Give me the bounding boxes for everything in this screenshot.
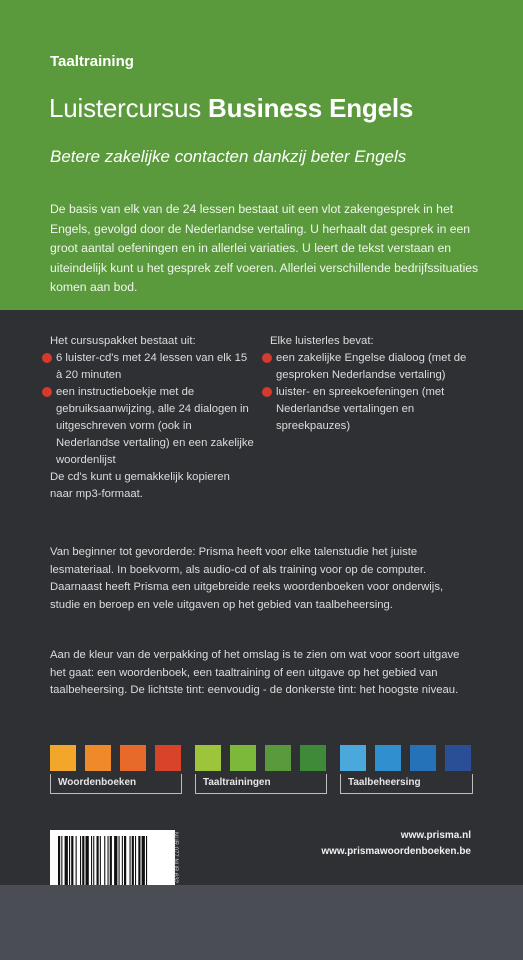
title-light: Luistercursus (49, 93, 209, 123)
package-item-text: 6 luister-cd's met 24 lessen van elk 15 à 20 minuten (56, 352, 248, 381)
website-link-be[interactable]: www.prismawoordenboeken.be (321, 846, 471, 857)
swatch-woordenboeken-4 (155, 745, 181, 771)
bullet-icon (262, 387, 272, 397)
swatch-taaltrainingen-1 (195, 745, 221, 771)
bullet-icon (42, 387, 52, 397)
book-subtitle: Betere zakelijke contacten dankzij beter Engels (50, 147, 407, 166)
package-heading: Het cursuspakket bestaat uit: (50, 335, 196, 347)
swatch-woordenboeken-2 (85, 745, 111, 771)
package-item (50, 350, 255, 384)
legend-label-woordenboeken: Woordenboeken (58, 777, 137, 788)
lesson-column (270, 333, 485, 435)
swatch-taalbeheersing-3 (410, 745, 436, 771)
header-panel (0, 0, 523, 310)
bullet-icon (42, 353, 52, 363)
swatch-taalbeheersing-4 (445, 745, 471, 771)
swatch-woordenboeken-3 (120, 745, 146, 771)
lesson-item (270, 384, 485, 435)
legend-label-taalbeheersing: Taalbeheersing (348, 777, 421, 788)
swatch-taalbeheersing-1 (340, 745, 366, 771)
nur-text: NUR 077 NUR 632 (172, 832, 178, 884)
color-legend (50, 745, 475, 797)
footer-band (0, 885, 523, 960)
swatch-taaltrainingen-4 (300, 745, 326, 771)
package-column (50, 333, 255, 503)
series-label: Taaltraining (50, 53, 134, 70)
color-code-paragraph: Aan de kleur van de verpakking of het omslag is te zien om wat voor soort uitgave het gaat: een woordenboek, een taaltraining of een uitgave op het gebied van taalbeheersing. De lichtste tint: eenvoudig - de donkerste tint: het hoogste niveau. (50, 649, 460, 696)
swatch-taaltrainingen-3 (265, 745, 291, 771)
title-bold: Business Engels (208, 93, 414, 123)
package-item-text: een instructieboekje met de gebruiksaanwijzing, alle 24 dialogen in uitgeschreven vorm (ook in Nederlandse vertaling) en een zakelijke woordenlijst (56, 386, 254, 466)
lesson-item-text: een zakelijke Engelse dialoog (met de gesproken Nederlandse vertaling) (276, 352, 467, 381)
legend-label-taaltrainingen: Taaltrainingen (203, 777, 271, 788)
nur-codes (172, 832, 190, 884)
lesson-item (270, 350, 485, 384)
lesson-item-text: luister- en spreekoefeningen (met Nederlandse vertalingen en spreekpauzes) (276, 386, 445, 432)
swatch-woordenboeken-1 (50, 745, 76, 771)
swatch-taalbeheersing-2 (375, 745, 401, 771)
lesson-heading: Elke luisterles bevat: (270, 335, 374, 347)
website-link-nl[interactable]: www.prisma.nl (400, 830, 471, 841)
book-title (49, 93, 413, 124)
swatch-taaltrainingen-2 (230, 745, 256, 771)
package-item (50, 384, 255, 469)
package-note: De cd's kunt u gemakkelijk kopieren naar mp3-formaat. (50, 471, 230, 500)
bullet-icon (262, 353, 272, 363)
intro-paragraph: De basis van elk van de 24 lessen bestaat uit een vlot zakengesprek in het Engels, gevolgd door de Nederlandse vertaling. U herhaalt dat gesprek in een groot aantal oefeningen en in allerlei variaties. U leert de tekst verstaan en uiteindelijk kunt u het gesprek zelf voeren. Allerlei verschillende bedrijfssituaties komen aan bod. (50, 202, 479, 295)
publisher-paragraph: Van beginner tot gevorderde: Prisma heeft voor elke talenstudie het juiste lesmateriaal. In boekvorm, als audio-cd of als training voor op de computer. Daarnaast heeft Prisma een uitgebreide reeks woordenboeken voor onderwijs, studie en beroep en vele uitgaven op het gebied van taalbeheersing. (50, 546, 444, 611)
